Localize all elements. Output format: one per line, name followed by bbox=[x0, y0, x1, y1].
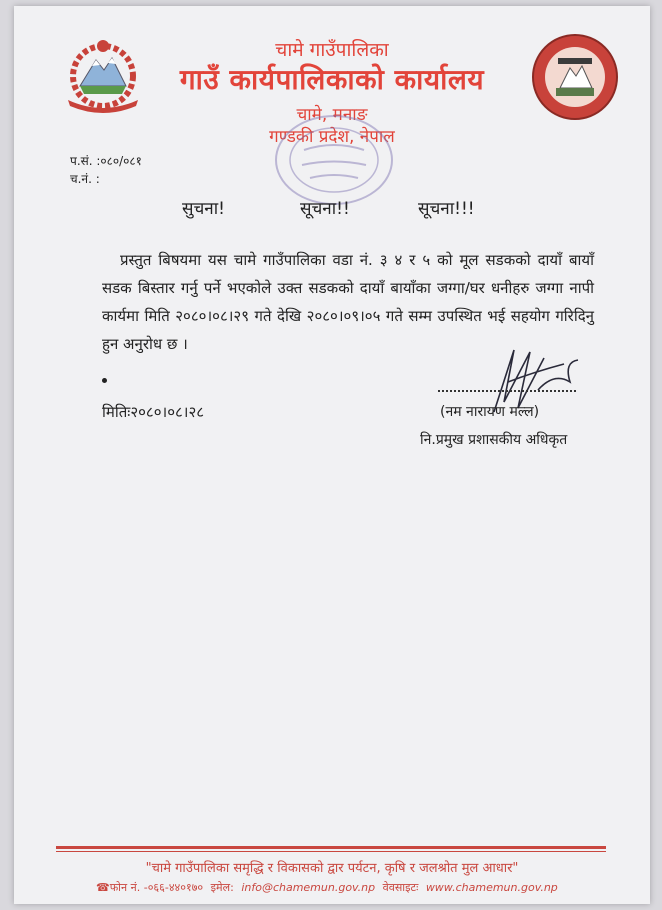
letter-date: मितिः२०८०।०८।२८ bbox=[102, 403, 205, 421]
footer-web-label: वेवसाइटः bbox=[382, 881, 419, 894]
office-title: गाउँ कार्यपालिकाको कार्यालय bbox=[179, 63, 485, 96]
office-address: चामे, मनाङ bbox=[296, 105, 368, 125]
official-stamp-icon bbox=[264, 110, 404, 210]
signatory-name: (नम नारायण मल्ल) bbox=[440, 404, 540, 420]
ink-dot bbox=[102, 378, 107, 383]
footer-email-label: इमेल: bbox=[210, 881, 234, 894]
notice-heading-3: सूचना!!! bbox=[418, 199, 475, 219]
letter-reference-number: प.सं. :०८०/०८१ bbox=[70, 154, 142, 168]
province-name: गण्डकी प्रदेश, नेपाल bbox=[269, 127, 395, 147]
footer-website[interactable]: www.chamemun.gov.np bbox=[425, 881, 558, 894]
dispatch-number: च.नं. : bbox=[70, 172, 100, 186]
footer-phone: ☎फोन नं. -०६६-४४०१७० bbox=[96, 881, 204, 894]
municipality-logo-icon bbox=[530, 32, 620, 122]
signatory-designation: नि.प्रमुख प्रशासकीय अधिकृत bbox=[420, 432, 568, 448]
municipality-name: चामे गाउँपालिका bbox=[275, 39, 389, 61]
notice-heading-1: सुचना! bbox=[182, 199, 225, 219]
footer-contacts bbox=[96, 880, 616, 895]
signature-line bbox=[438, 390, 576, 392]
footer-divider bbox=[56, 846, 606, 849]
letter-sheet bbox=[14, 6, 650, 904]
notice-heading-2: सूचना!! bbox=[300, 199, 350, 219]
footer-motto: "चामे गाउँपालिका समृद्धि र विकासको द्वार पर्यटन, कृषि र जलश्रोत मुल आधार" bbox=[145, 861, 519, 876]
notice-body-text: प्रस्तुत बिषयमा यस चामे गाउँपालिका वडा नं. ३ ४ र ५ को मूल सडकको दायाँ बायाँ सडक बिस्तार गर्नु पर्ने भएकोले उक्त सडकको दायाँ बायाँका जग्गा/घर धनीहरु जग्गा नापी कार्यमा मिति २०८०।०८।२९ गते देखि २०८०।०९।०५ गते सम्म उपस्थित भई सहयोग गरिदिनु हुन अनुरोध छ । bbox=[102, 251, 594, 353]
footer-divider-thin bbox=[56, 851, 606, 852]
footer-email[interactable]: info@chamemun.gov.np bbox=[241, 881, 376, 894]
